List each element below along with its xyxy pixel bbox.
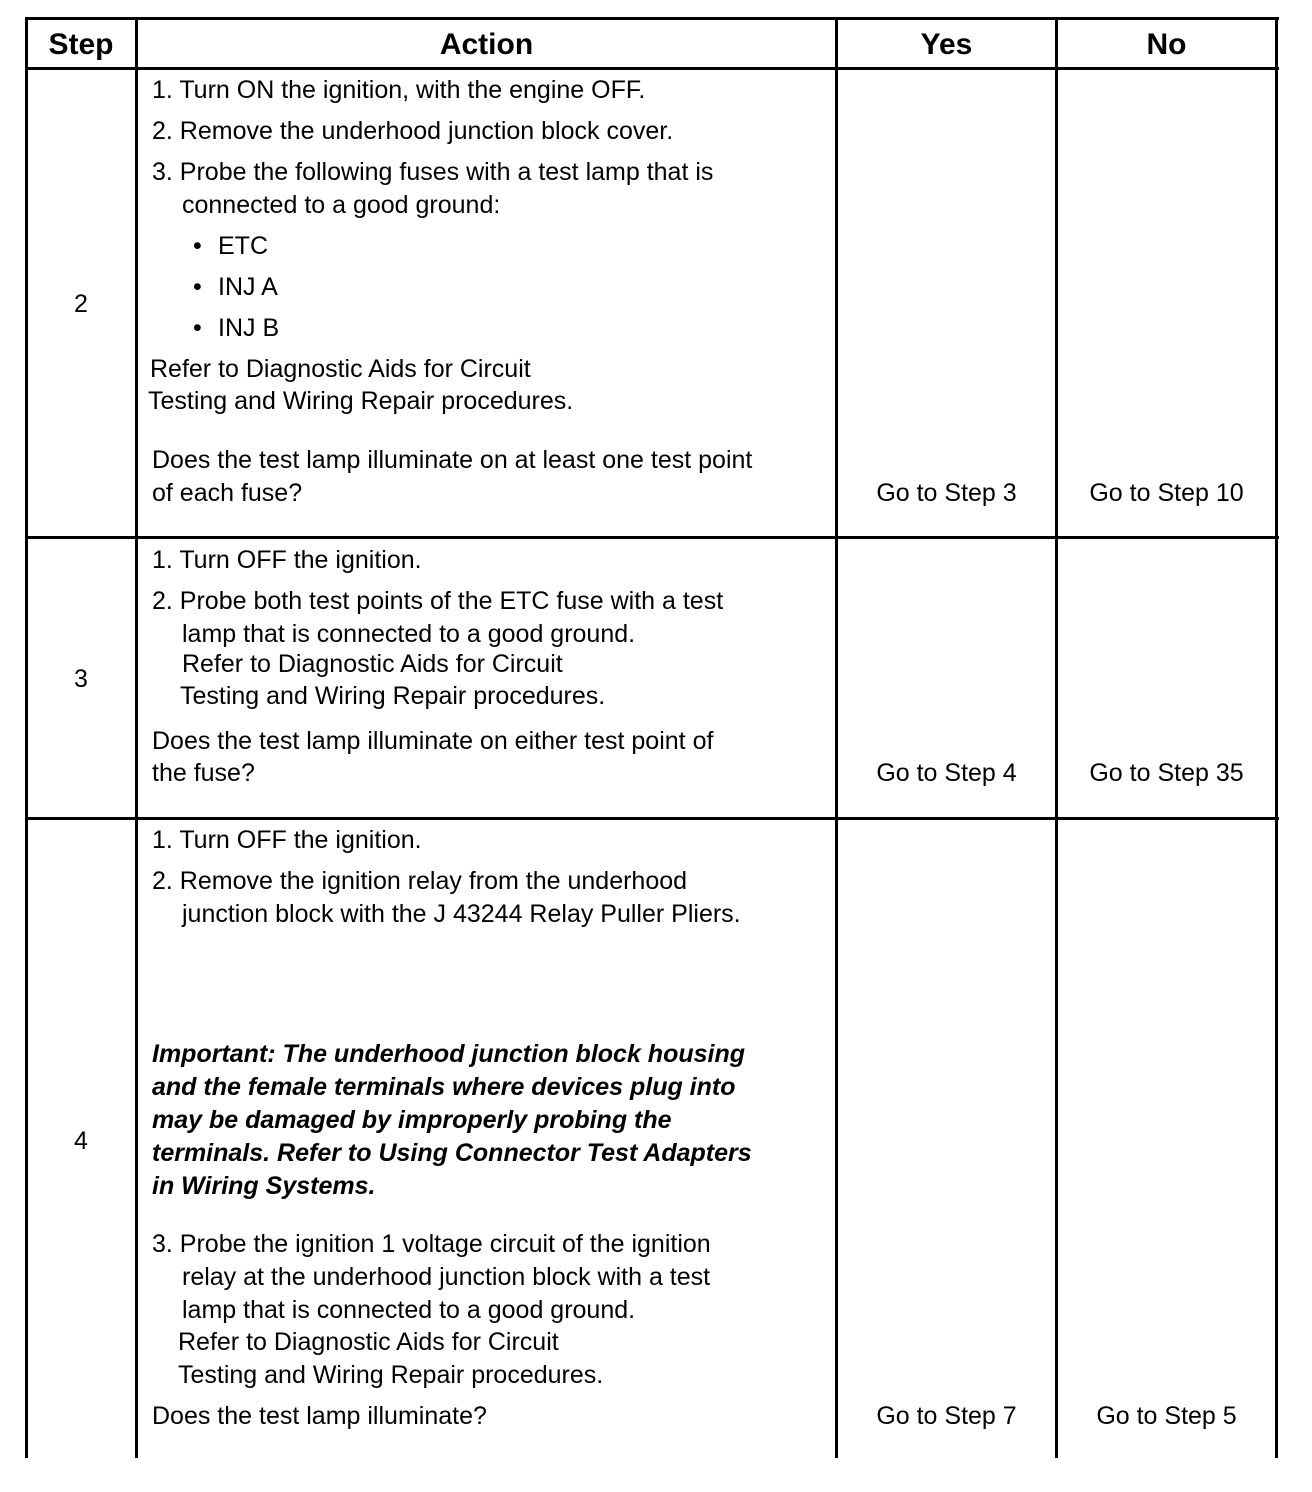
action-line: of each fuse?	[152, 479, 303, 507]
action-line: 1. Turn OFF the ignition.	[152, 546, 422, 574]
action-line: Does the test lamp illuminate?	[152, 1402, 487, 1430]
action-line: connected to a good ground:	[182, 191, 501, 219]
action-line: lamp that is connected to a good ground.	[182, 620, 636, 648]
column-border	[135, 17, 138, 1458]
column-border	[25, 17, 28, 1458]
important-note-line: and the female terminals where devices plug into	[152, 1073, 736, 1101]
action-line: INJ B	[218, 314, 280, 342]
action-line: 1. Turn ON the ignition, with the engine OFF.	[152, 76, 646, 104]
important-note-line: Important: The underhood junction block housing	[152, 1040, 746, 1068]
action-line: 2. Probe both test points of the ETC fuse with a test	[152, 587, 724, 615]
action-line: Refer to Diagnostic Aids for Circuit	[150, 355, 531, 383]
row-divider	[25, 536, 1279, 539]
action-line: Testing and Wiring Repair procedures.	[148, 387, 574, 415]
action-line: 1. Turn OFF the ignition.	[152, 826, 422, 854]
action-line: 3. Probe the ignition 1 voltage circuit of the ignition	[152, 1230, 711, 1258]
header-divider	[25, 67, 1279, 70]
action-line: Testing and Wiring Repair procedures.	[180, 682, 606, 710]
action-line: Testing and Wiring Repair procedures.	[178, 1361, 604, 1389]
header-action: Action	[439, 28, 534, 61]
column-border	[1275, 17, 1278, 1458]
step-number: 2	[74, 290, 88, 318]
action-line: 2. Remove the ignition relay from the underhood	[152, 867, 688, 895]
header-step: Step	[48, 28, 114, 61]
yes-result: Go to Step 4	[876, 759, 1017, 787]
action-line: ETC	[218, 232, 268, 260]
yes-result: Go to Step 7	[876, 1402, 1017, 1430]
action-line: Refer to Diagnostic Aids for Circuit	[182, 650, 563, 678]
important-note-line: terminals. Refer to Using Connector Test Adapters	[152, 1139, 752, 1167]
action-line: relay at the underhood junction block with a test	[182, 1263, 711, 1291]
action-line: •	[193, 232, 202, 260]
column-border	[1055, 17, 1058, 1458]
action-line: 2. Remove the underhood junction block cover.	[152, 117, 674, 145]
no-result: Go to Step 35	[1089, 759, 1244, 787]
no-result: Go to Step 10	[1089, 479, 1244, 507]
action-line: Refer to Diagnostic Aids for Circuit	[178, 1328, 559, 1356]
column-border	[835, 17, 838, 1458]
important-note-line: in Wiring Systems.	[152, 1172, 376, 1200]
action-line: the fuse?	[152, 759, 255, 787]
row-divider	[25, 817, 1279, 820]
action-line: Does the test lamp illuminate on at least one test point	[152, 446, 753, 474]
action-line: •	[193, 314, 202, 342]
table-border-top	[25, 17, 1279, 20]
action-line: junction block with the J 43244 Relay Puller Pliers.	[182, 900, 741, 928]
step-number: 4	[74, 1127, 88, 1155]
yes-result: Go to Step 3	[876, 479, 1017, 507]
action-line: INJ A	[218, 273, 278, 301]
important-note-line: may be damaged by improperly probing the	[152, 1106, 672, 1134]
no-result: Go to Step 5	[1096, 1402, 1237, 1430]
action-line: 3. Probe the following fuses with a test lamp that is	[152, 158, 714, 186]
action-line: •	[193, 273, 202, 301]
action-line: Does the test lamp illuminate on either test point of	[152, 727, 714, 755]
action-line: lamp that is connected to a good ground.	[182, 1296, 636, 1324]
header-yes: Yes	[920, 28, 973, 61]
header-no: No	[1146, 28, 1187, 61]
step-number: 3	[74, 665, 88, 693]
